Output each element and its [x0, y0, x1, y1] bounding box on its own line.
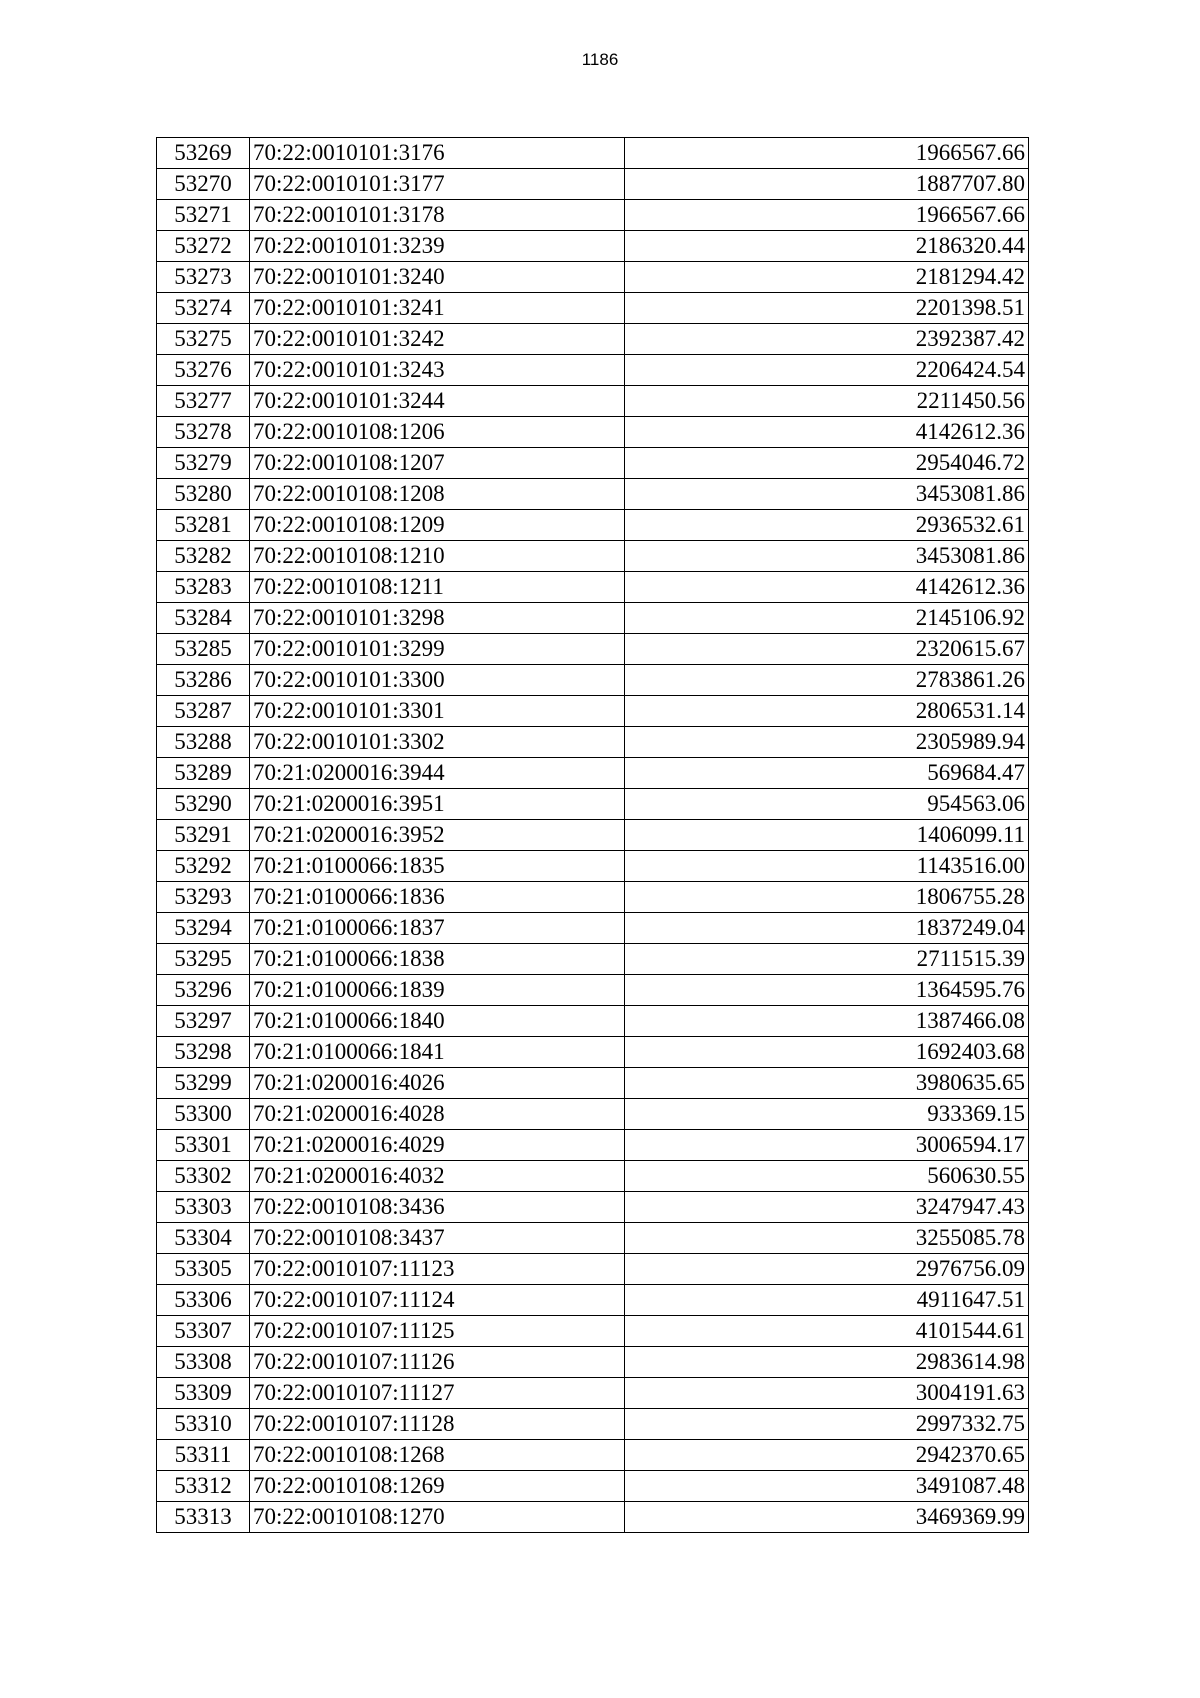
cadastral-number-cell: 70:22:0010101:3240: [250, 262, 625, 293]
table-row: [157, 541, 1029, 572]
cadastral-number-cell: 70:21:0200016:4026: [250, 1068, 625, 1099]
row-number-cell: 53282: [157, 541, 250, 572]
cadastral-number-cell: 70:22:0010108:1211: [250, 572, 625, 603]
cadastral-value-cell: 1406099.11: [625, 820, 1029, 851]
cadastral-value-cell: 1837249.04: [625, 913, 1029, 944]
table-row: [157, 1099, 1029, 1130]
table-row: [157, 1130, 1029, 1161]
table-row: [157, 1254, 1029, 1285]
table-row: [157, 1192, 1029, 1223]
cadastral-value-cell: 1966567.66: [625, 138, 1029, 169]
table-row: [157, 355, 1029, 386]
table-row: [157, 324, 1029, 355]
row-number-cell: 53284: [157, 603, 250, 634]
table-row: [157, 417, 1029, 448]
cadastral-number-cell: 70:22:0010108:1269: [250, 1471, 625, 1502]
row-number-cell: 53280: [157, 479, 250, 510]
row-number-cell: 53281: [157, 510, 250, 541]
cadastral-number-cell: 70:21:0100066:1838: [250, 944, 625, 975]
cadastral-value-cell: 2211450.56: [625, 386, 1029, 417]
row-number-cell: 53313: [157, 1502, 250, 1533]
cadastral-value-cell: 1387466.08: [625, 1006, 1029, 1037]
table-row: [157, 1471, 1029, 1502]
table-row: [157, 1006, 1029, 1037]
cadastral-number-cell: 70:22:0010101:3301: [250, 696, 625, 727]
table-row: [157, 820, 1029, 851]
cadastral-value-cell: 560630.55: [625, 1161, 1029, 1192]
table-row: [157, 913, 1029, 944]
cadastral-value-cell: 3453081.86: [625, 479, 1029, 510]
row-number-cell: 53304: [157, 1223, 250, 1254]
row-number-cell: 53312: [157, 1471, 250, 1502]
row-number-cell: 53297: [157, 1006, 250, 1037]
table-row: [157, 851, 1029, 882]
row-number-cell: 53307: [157, 1316, 250, 1347]
cadastral-value-cell: 954563.06: [625, 789, 1029, 820]
cadastral-number-cell: 70:22:0010101:3302: [250, 727, 625, 758]
cadastral-number-cell: 70:22:0010108:3436: [250, 1192, 625, 1223]
cadastral-number-cell: 70:22:0010108:1206: [250, 417, 625, 448]
row-number-cell: 53275: [157, 324, 250, 355]
table-row: [157, 944, 1029, 975]
table-row: [157, 448, 1029, 479]
row-number-cell: 53285: [157, 634, 250, 665]
cadastral-number-cell: 70:22:0010108:1209: [250, 510, 625, 541]
table-row: [157, 727, 1029, 758]
cadastral-number-cell: 70:22:0010108:3437: [250, 1223, 625, 1254]
page-number: 1186: [581, 50, 619, 69]
row-number-cell: 53290: [157, 789, 250, 820]
cadastral-value-cell: 3491087.48: [625, 1471, 1029, 1502]
table-row: [157, 1347, 1029, 1378]
cadastral-number-cell: 70:22:0010101:3299: [250, 634, 625, 665]
cadastral-number-cell: 70:22:0010101:3242: [250, 324, 625, 355]
table-row: [157, 882, 1029, 913]
cadastral-value-cell: 2206424.54: [625, 355, 1029, 386]
cadastral-number-cell: 70:22:0010107:11126: [250, 1347, 625, 1378]
cadastral-number-cell: 70:22:0010101:3176: [250, 138, 625, 169]
cadastral-number-cell: 70:21:0200016:4029: [250, 1130, 625, 1161]
cadastral-value-cell: 2936532.61: [625, 510, 1029, 541]
table-row: [157, 138, 1029, 169]
table-row: [157, 200, 1029, 231]
cadastral-value-cell: 4142612.36: [625, 417, 1029, 448]
cadastral-number-cell: 70:22:0010101:3300: [250, 665, 625, 696]
row-number-cell: 53283: [157, 572, 250, 603]
row-number-cell: 53300: [157, 1099, 250, 1130]
cadastral-number-cell: 70:22:0010108:1270: [250, 1502, 625, 1533]
cadastral-number-cell: 70:22:0010108:1208: [250, 479, 625, 510]
cadastral-value-cell: 1364595.76: [625, 975, 1029, 1006]
cadastral-value-cell: 1887707.80: [625, 169, 1029, 200]
cadastral-number-cell: 70:21:0200016:4028: [250, 1099, 625, 1130]
table-body: [157, 138, 1029, 1533]
cadastral-number-cell: 70:21:0200016:4032: [250, 1161, 625, 1192]
row-number-cell: 53278: [157, 417, 250, 448]
cadastral-number-cell: 70:21:0100066:1839: [250, 975, 625, 1006]
table-row: [157, 975, 1029, 1006]
cadastral-value-cell: 2320615.67: [625, 634, 1029, 665]
cadastral-number-cell: 70:21:0100066:1836: [250, 882, 625, 913]
table-row: [157, 1068, 1029, 1099]
row-number-cell: 53305: [157, 1254, 250, 1285]
cadastral-value-table: [156, 137, 1029, 1533]
table-row: [157, 1378, 1029, 1409]
cadastral-value-cell: 2983614.98: [625, 1347, 1029, 1378]
row-number-cell: 53292: [157, 851, 250, 882]
cadastral-value-cell: 2806531.14: [625, 696, 1029, 727]
cadastral-number-cell: 70:22:0010107:11123: [250, 1254, 625, 1285]
table-row: [157, 1161, 1029, 1192]
row-number-cell: 53293: [157, 882, 250, 913]
table-row: [157, 696, 1029, 727]
cadastral-number-cell: 70:21:0100066:1837: [250, 913, 625, 944]
table-row: [157, 510, 1029, 541]
cadastral-value-cell: 3469369.99: [625, 1502, 1029, 1533]
cadastral-number-cell: 70:21:0200016:3952: [250, 820, 625, 851]
row-number-cell: 53279: [157, 448, 250, 479]
cadastral-number-cell: 70:22:0010101:3177: [250, 169, 625, 200]
cadastral-value-cell: 2201398.51: [625, 293, 1029, 324]
cadastral-number-cell: 70:22:0010101:3239: [250, 231, 625, 262]
row-number-cell: 53298: [157, 1037, 250, 1068]
row-number-cell: 53294: [157, 913, 250, 944]
table-row: [157, 1502, 1029, 1533]
row-number-cell: 53270: [157, 169, 250, 200]
cadastral-number-cell: 70:22:0010101:3244: [250, 386, 625, 417]
cadastral-number-cell: 70:22:0010101:3241: [250, 293, 625, 324]
row-number-cell: 53310: [157, 1409, 250, 1440]
cadastral-value-cell: 2711515.39: [625, 944, 1029, 975]
table-row: [157, 231, 1029, 262]
cadastral-number-cell: 70:22:0010101:3178: [250, 200, 625, 231]
cadastral-number-cell: 70:21:0100066:1840: [250, 1006, 625, 1037]
table-row: [157, 634, 1029, 665]
cadastral-number-cell: 70:22:0010101:3298: [250, 603, 625, 634]
cadastral-value-cell: 4911647.51: [625, 1285, 1029, 1316]
cadastral-value-cell: 2783861.26: [625, 665, 1029, 696]
cadastral-value-cell: 2976756.09: [625, 1254, 1029, 1285]
cadastral-value-cell: 4101544.61: [625, 1316, 1029, 1347]
row-number-cell: 53271: [157, 200, 250, 231]
table-row: [157, 665, 1029, 696]
cadastral-number-cell: 70:22:0010108:1268: [250, 1440, 625, 1471]
cadastral-value-cell: 3255085.78: [625, 1223, 1029, 1254]
cadastral-number-cell: 70:22:0010101:3243: [250, 355, 625, 386]
cadastral-number-cell: 70:22:0010107:11124: [250, 1285, 625, 1316]
row-number-cell: 53273: [157, 262, 250, 293]
table-row: [157, 386, 1029, 417]
cadastral-number-cell: 70:22:0010108:1210: [250, 541, 625, 572]
table-row: [157, 1223, 1029, 1254]
cadastral-number-cell: 70:21:0100066:1841: [250, 1037, 625, 1068]
cadastral-value-cell: 3247947.43: [625, 1192, 1029, 1223]
cadastral-value-cell: 2997332.75: [625, 1409, 1029, 1440]
cadastral-value-cell: 569684.47: [625, 758, 1029, 789]
row-number-cell: 53302: [157, 1161, 250, 1192]
table-row: [157, 758, 1029, 789]
cadastral-value-cell: 2954046.72: [625, 448, 1029, 479]
cadastral-value-cell: 1692403.68: [625, 1037, 1029, 1068]
cadastral-value-cell: 1966567.66: [625, 200, 1029, 231]
row-number-cell: 53306: [157, 1285, 250, 1316]
cadastral-value-cell: 2186320.44: [625, 231, 1029, 262]
cadastral-value-cell: 2392387.42: [625, 324, 1029, 355]
row-number-cell: 53308: [157, 1347, 250, 1378]
row-number-cell: 53296: [157, 975, 250, 1006]
cadastral-value-cell: 933369.15: [625, 1099, 1029, 1130]
cadastral-value-cell: 3453081.86: [625, 541, 1029, 572]
row-number-cell: 53299: [157, 1068, 250, 1099]
cadastral-number-cell: 70:22:0010107:11128: [250, 1409, 625, 1440]
table-row: [157, 1316, 1029, 1347]
row-number-cell: 53272: [157, 231, 250, 262]
cadastral-value-cell: 2181294.42: [625, 262, 1029, 293]
table-row: [157, 169, 1029, 200]
row-number-cell: 53286: [157, 665, 250, 696]
cadastral-number-cell: 70:21:0200016:3944: [250, 758, 625, 789]
table-row: [157, 479, 1029, 510]
cadastral-number-cell: 70:22:0010108:1207: [250, 448, 625, 479]
table-row: [157, 1037, 1029, 1068]
row-number-cell: 53274: [157, 293, 250, 324]
table-row: [157, 1409, 1029, 1440]
row-number-cell: 53303: [157, 1192, 250, 1223]
row-number-cell: 53277: [157, 386, 250, 417]
row-number-cell: 53276: [157, 355, 250, 386]
table-row: [157, 1285, 1029, 1316]
cadastral-number-cell: 70:22:0010107:11127: [250, 1378, 625, 1409]
cadastral-value-cell: 1806755.28: [625, 882, 1029, 913]
row-number-cell: 53309: [157, 1378, 250, 1409]
row-number-cell: 53288: [157, 727, 250, 758]
cadastral-number-cell: 70:21:0200016:3951: [250, 789, 625, 820]
cadastral-number-cell: 70:22:0010107:11125: [250, 1316, 625, 1347]
cadastral-value-cell: 2145106.92: [625, 603, 1029, 634]
table-row: [157, 293, 1029, 324]
table-row: [157, 789, 1029, 820]
cadastral-value-cell: 3006594.17: [625, 1130, 1029, 1161]
row-number-cell: 53291: [157, 820, 250, 851]
row-number-cell: 53311: [157, 1440, 250, 1471]
table-row: [157, 572, 1029, 603]
cadastral-value-cell: 2942370.65: [625, 1440, 1029, 1471]
table-row: [157, 262, 1029, 293]
cadastral-value-cell: 3980635.65: [625, 1068, 1029, 1099]
cadastral-value-cell: 1143516.00: [625, 851, 1029, 882]
row-number-cell: 53295: [157, 944, 250, 975]
table-row: [157, 1440, 1029, 1471]
row-number-cell: 53269: [157, 138, 250, 169]
cadastral-value-cell: 3004191.63: [625, 1378, 1029, 1409]
table-row: [157, 603, 1029, 634]
cadastral-value-cell: 4142612.36: [625, 572, 1029, 603]
cadastral-number-cell: 70:21:0100066:1835: [250, 851, 625, 882]
row-number-cell: 53287: [157, 696, 250, 727]
cadastral-value-cell: 2305989.94: [625, 727, 1029, 758]
row-number-cell: 53289: [157, 758, 250, 789]
row-number-cell: 53301: [157, 1130, 250, 1161]
